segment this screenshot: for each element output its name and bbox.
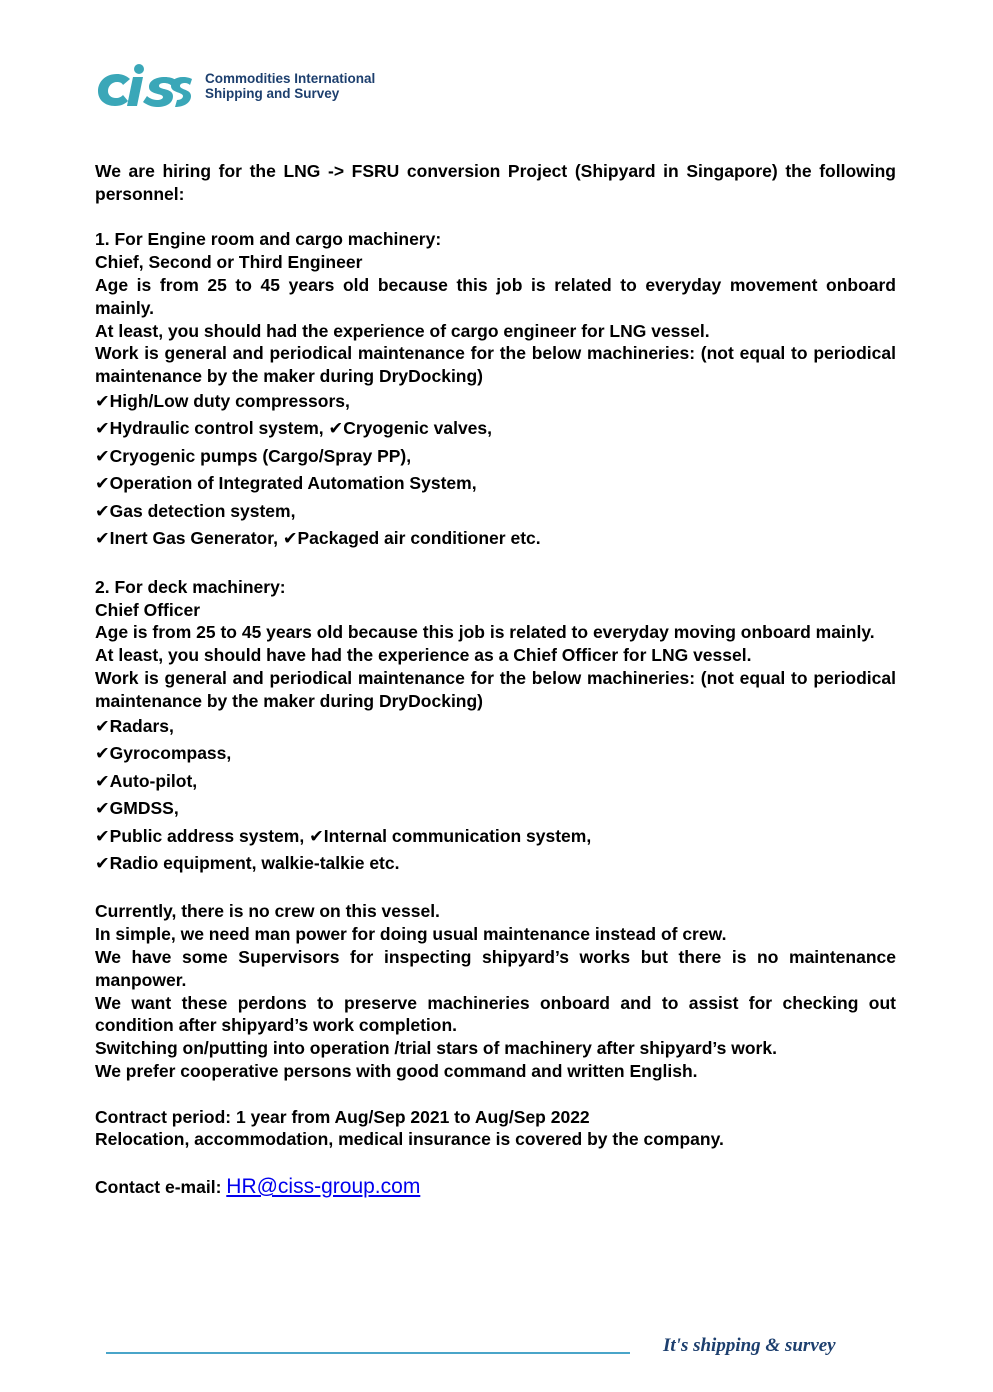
- contact-email-link[interactable]: HR@ciss-group.com: [226, 1174, 421, 1198]
- section1-list: [95, 388, 896, 553]
- list-item: ✔Operation of Integrated Automation System,: [95, 473, 477, 495]
- section2-experience: At least, you should have had the experience as a Chief Officer for LNG vessel.: [95, 645, 752, 666]
- list-item: ✔Public address system, ✔Internal communication system,: [95, 825, 592, 847]
- section2-age: Age is from 25 to 45 years old because this job is related to everyday moving onboard mainly.: [95, 622, 875, 643]
- list-item: ✔Cryogenic pumps (Cargo/Spray PP),: [95, 445, 412, 467]
- section2-role: Chief Officer: [95, 599, 201, 620]
- contact-line: [95, 1174, 896, 1200]
- list-item: ✔GMDSS,: [95, 798, 179, 820]
- note-line: In simple, we need man power for doing usual maintenance instead of crew.: [95, 924, 727, 945]
- check-icon: ✔: [95, 419, 110, 440]
- note-line: Currently, there is no crew on this vessel.: [95, 901, 440, 922]
- contract-coverage: Relocation, accommodation, medical insurance is covered by the company.: [95, 1129, 724, 1150]
- list-item: ✔Gas detection system,: [95, 500, 296, 522]
- check-icon: ✔: [95, 771, 110, 792]
- check-icon: ✔: [95, 826, 110, 847]
- list-item: ✔Hydraulic control system, ✔Cryogenic valves,: [95, 418, 493, 440]
- check-icon: ✔: [95, 716, 110, 737]
- list-item: ✔Auto-pilot,: [95, 770, 198, 792]
- check-icon: ✔: [95, 799, 110, 820]
- check-icon: ✔: [328, 419, 344, 440]
- company-name-line2: Shipping and Survey: [205, 86, 340, 101]
- check-icon: ✔: [95, 744, 110, 765]
- ciss-logo-icon: [95, 60, 193, 112]
- list-item: ✔Radars,: [95, 715, 174, 737]
- list-item: ✔Inert Gas Generator, ✔Packaged air conditioner etc.: [95, 528, 541, 550]
- section2-heading: 2. For deck machinery:: [95, 576, 286, 597]
- section2-work: Work is general and periodical maintenance for the below machineries: (not equal to periodical maintenance by the maker during DryDocking): [95, 667, 896, 711]
- note-line: We prefer cooperative persons with good command and written English.: [95, 1060, 698, 1081]
- section1-experience: At least, you should had the experience of cargo engineer for LNG vessel.: [95, 320, 710, 341]
- check-icon: ✔: [282, 529, 298, 550]
- section1-role: Chief, Second or Third Engineer: [95, 252, 363, 273]
- intro-paragraph: We are hiring for the LNG -> FSRU conversion Project (Shipyard in Singapore) the following personnel:: [95, 161, 896, 204]
- check-icon: ✔: [95, 474, 110, 495]
- note-line: We have some Supervisors for inspecting shipyard’s works but there is no maintenance manpower.: [95, 946, 896, 990]
- list-item: ✔Gyrocompass,: [95, 743, 232, 765]
- check-icon: ✔: [95, 529, 110, 550]
- list-item: ✔High/Low duty compressors,: [95, 390, 350, 412]
- note-line: Switching on/putting into operation /trial stars of machinery after shipyard’s work.: [95, 1038, 777, 1059]
- company-logo: [95, 60, 375, 112]
- company-name-line1: Commodities International: [205, 71, 376, 86]
- check-icon: ✔: [95, 446, 110, 467]
- footer-slogan: It's shipping & survey: [663, 1335, 836, 1356]
- section1-heading: 1. For Engine room and cargo machinery:: [95, 229, 442, 250]
- check-icon: ✔: [95, 501, 110, 522]
- section2-list: [95, 713, 896, 878]
- check-icon: ✔: [309, 826, 324, 847]
- job-posting: [95, 160, 896, 1200]
- note-line: We want these perdons to preserve machineries onboard and to assist for checking out condition after shipyard’s work completion.: [95, 992, 896, 1036]
- contact-label: Contact e-mail:: [95, 1176, 227, 1197]
- check-icon: ✔: [95, 854, 110, 875]
- company-name: [205, 71, 375, 101]
- list-item: ✔Radio equipment, walkie-talkie etc.: [95, 853, 400, 875]
- section1-work: Work is general and periodical maintenance for the below machineries: (not equal to periodical maintenance by the maker during DryDocking): [95, 343, 896, 387]
- check-icon: ✔: [95, 391, 110, 412]
- section1-age: Age is from 25 to 45 years old because this job is related to everyday movement onboard mainly.: [95, 274, 896, 318]
- contract-period: Contract period: 1 year from Aug/Sep 2021 to Aug/Sep 2022: [95, 1106, 590, 1127]
- footer-divider: [106, 1352, 630, 1354]
